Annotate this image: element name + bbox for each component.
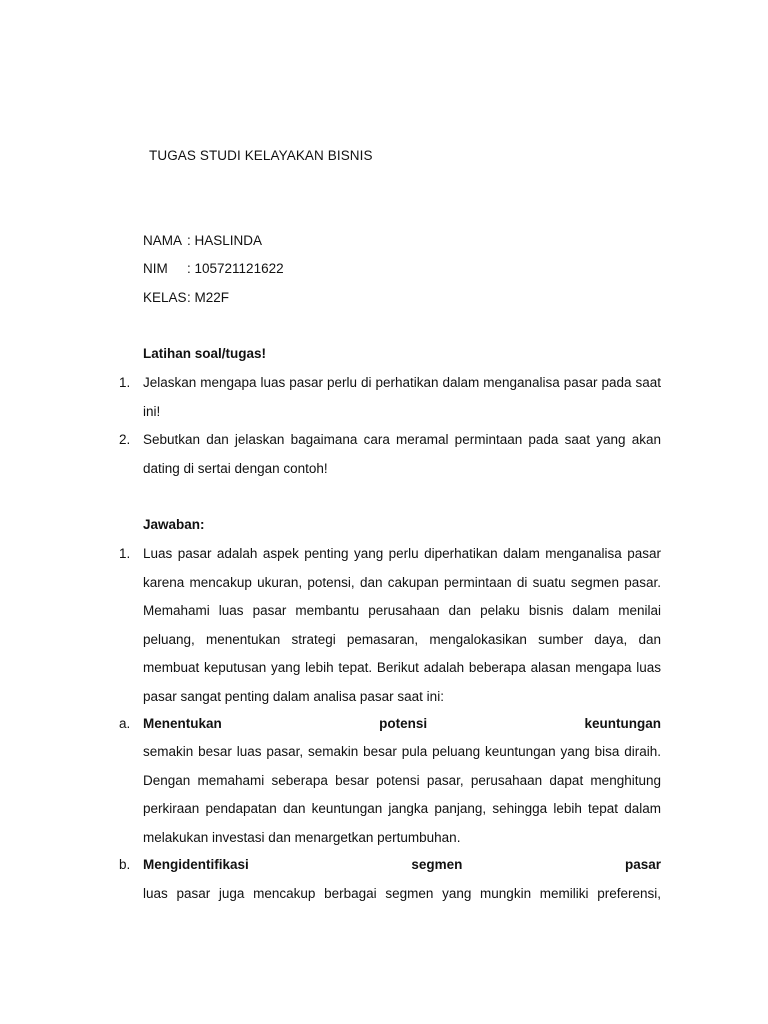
- question-2-cont: [0, 459, 768, 479]
- identity-value: : M22F: [187, 290, 230, 305]
- answer-1-line: [0, 630, 768, 650]
- list-number: 2.: [119, 432, 131, 447]
- answer-1: [0, 544, 768, 564]
- point-heading: [143, 855, 661, 875]
- answer-line: pasar sangat penting dalam analisa pasar saat ini:: [143, 689, 444, 704]
- answer-1-line: [0, 658, 768, 678]
- identity-label: NIM: [143, 261, 168, 276]
- question-line: ini!: [143, 404, 161, 419]
- answer-line: Luas pasar adalah aspek penting yang perlu diperhatikan dalam menganalisa pasar: [143, 546, 661, 561]
- identity-name: [143, 233, 262, 248]
- list-number: 1.: [119, 375, 131, 390]
- identity-label: NAMA: [143, 233, 183, 248]
- answer-line: semakin besar luas pasar, semakin besar pula peluang keuntungan yang bisa diraih.: [143, 744, 661, 759]
- answers-heading: Jawaban:: [143, 517, 205, 532]
- answer-line: peluang, menentukan strategi pemasaran, mengalokasikan sumber daya, dan: [143, 632, 661, 647]
- point-heading-word: potensi: [379, 716, 428, 731]
- point-a-line: [0, 771, 768, 791]
- point-heading-word: keuntungan: [584, 716, 661, 731]
- questions-heading: Latihan soal/tugas!: [143, 346, 267, 361]
- answer-line: Dengan memahami seberapa besar potensi pasar, perusahaan dapat menghitung: [143, 773, 661, 788]
- point-heading-word: Menentukan: [143, 716, 222, 731]
- question-line: Jelaskan mengapa luas pasar perlu di perhatikan dalam menganalisa pasar pada saat: [143, 375, 661, 390]
- answer-1-line: [0, 601, 768, 621]
- point-heading: [143, 714, 661, 734]
- point-b-line: [0, 884, 768, 904]
- question-1: [0, 373, 768, 393]
- question-line: dating di sertai dengan contoh!: [143, 461, 328, 476]
- identity-label: KELAS: [143, 290, 187, 305]
- document-title: TUGAS STUDI KELAYAKAN BISNIS: [149, 148, 373, 163]
- answer-line: karena mencakup ukuran, potensi, dan cakupan permintaan di suatu segmen pasar.: [143, 575, 661, 590]
- question-1-cont: [0, 402, 768, 422]
- point-a-line: [0, 799, 768, 819]
- answer-1-line: [0, 573, 768, 593]
- list-letter: a.: [119, 716, 131, 731]
- answer-line: melakukan investasi dan menargetkan pertumbuhan.: [143, 830, 461, 845]
- point-b-heading: [0, 855, 768, 875]
- point-heading-word: segmen: [411, 857, 463, 872]
- question-line: Sebutkan dan jelaskan bagaimana cara meramal permintaan pada saat yang akan: [143, 432, 661, 447]
- identity-nim: [143, 261, 284, 276]
- answer-line: Memahami luas pasar membantu perusahaan dan pelaku bisnis dalam menilai: [143, 603, 661, 618]
- list-letter: b.: [119, 857, 131, 872]
- point-heading-word: pasar: [624, 857, 661, 872]
- answer-1-line: [0, 687, 768, 707]
- question-2: [0, 430, 768, 450]
- point-heading-word: Mengidentifikasi: [143, 857, 249, 872]
- point-a-line: [0, 742, 768, 762]
- point-a-heading: [0, 714, 768, 734]
- answer-line: luas pasar juga mencakup berbagai segmen yang mungkin memiliki preferensi,: [143, 886, 661, 901]
- identity-value: : 105721121622: [187, 261, 284, 276]
- list-number: 1.: [119, 546, 131, 561]
- answer-line: membuat keputusan yang lebih tepat. Berikut adalah beberapa alasan mengapa luas: [143, 660, 661, 675]
- identity-value: : HASLINDA: [187, 233, 263, 248]
- point-a-line: [0, 828, 768, 848]
- answer-line: perkiraan pendapatan dan keuntungan jangka panjang, sehingga lebih tepat dalam: [143, 801, 661, 816]
- identity-class: [143, 290, 229, 305]
